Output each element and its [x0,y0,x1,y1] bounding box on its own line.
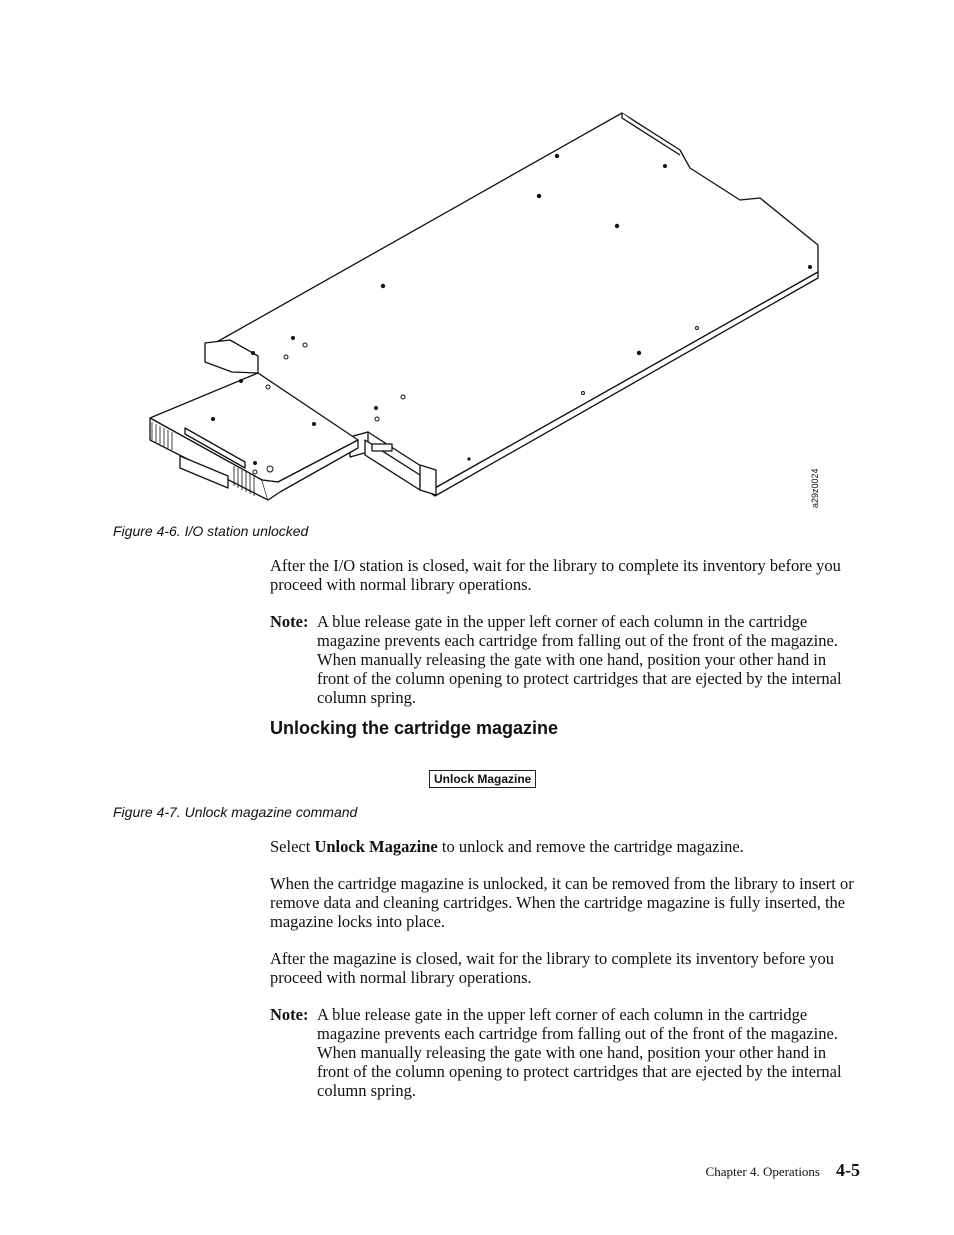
unlock-magazine-button[interactable]: Unlock Magazine [429,770,536,788]
paragraph-magazine-unlocked: When the cartridge magazine is unlocked, it can be removed from the library to insert or remove data and cleaning cartridges. When the cartridge magazine is fully inserted, the magazine locks into place. [270,874,854,931]
io-station-illustration [0,0,954,520]
note-text: A blue release gate in the upper left corner of each column in the cartridge magazine prevents each cartridge from falling out of the front of the magazine. When manually releasing the gate with one hand, position your other hand in front of the column opening to protect cartridges that are ejected by the internal column spring. [317,612,842,707]
text-command-name: Unlock Magazine [314,837,438,856]
note-block-1 [270,612,860,707]
footer-page-number: 4-5 [836,1160,860,1180]
figure-4-6-caption: Figure 4-6. I/O station unlocked [113,523,309,539]
text-prefix: Select [270,837,315,856]
art-id: a29z0024 [810,468,820,508]
note-label: Note: [270,612,309,631]
footer-chapter: Chapter 4. Operations [705,1164,820,1179]
paragraph-select-unlock [270,837,860,856]
section-heading: Unlocking the cartridge magazine [270,718,559,738]
page-footer [695,1160,860,1181]
note-label: Note: [270,1005,309,1024]
note-block-2 [270,1005,860,1100]
paragraph-magazine-closed: After the magazine is closed, wait for the library to complete its inventory before you proceed with normal library operations. [270,949,835,987]
text-suffix: to unlock and remove the cartridge magazine. [437,837,744,856]
note-text: A blue release gate in the upper left corner of each column in the cartridge magazine prevents each cartridge from falling out of the front of the magazine. When manually releasing the gate with one hand, position your other hand in front of the column opening to protect cartridges that are ejected by the internal column spring. [317,1005,842,1100]
paragraph-io-closed: After the I/O station is closed, wait for the library to complete its inventory before you proceed with normal library operations. [270,556,841,594]
figure-4-7-caption: Figure 4-7. Unlock magazine command [113,804,358,820]
